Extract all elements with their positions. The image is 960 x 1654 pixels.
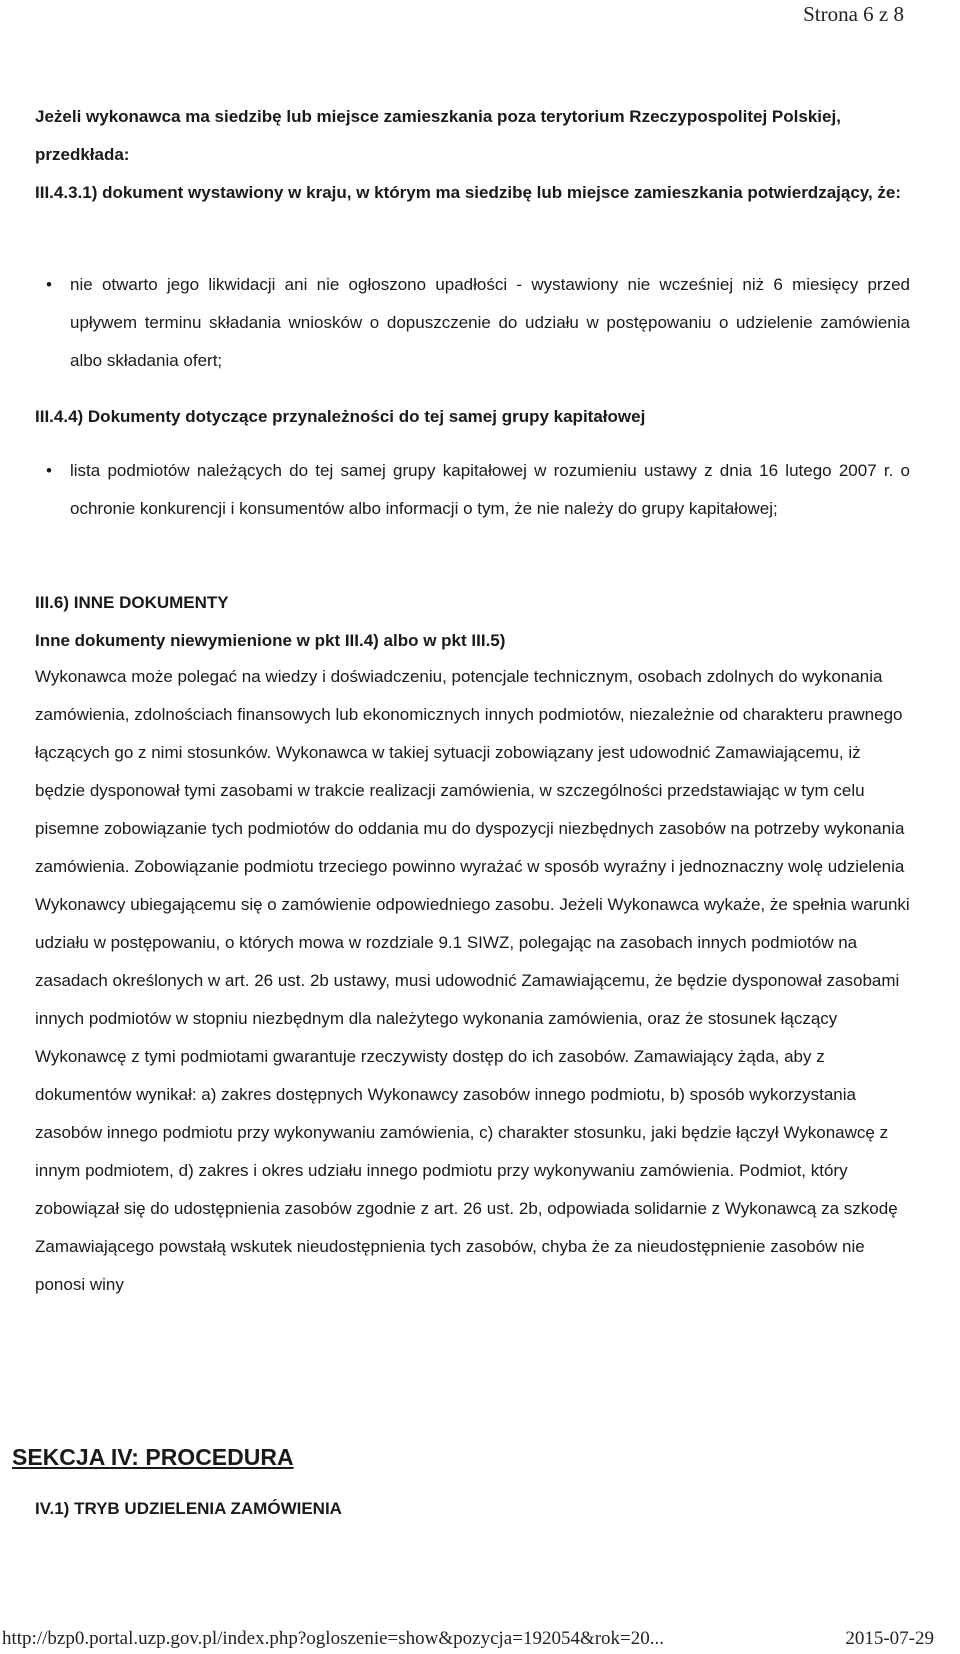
bullet-icon: • [46, 461, 52, 480]
footer-url: http://bzp0.portal.uzp.gov.pl/index.php?ogloszenie=show&pozycja=192054&rok=20... [2, 1628, 665, 1649]
list-item [46, 452, 910, 528]
other-documents-heading: III.6) INNE DOKUMENTY [35, 593, 229, 612]
group-heading: III.4.4) Dokumenty dotyczące przynależności do tej samej grupy kapitałowej [35, 407, 646, 426]
section-subheading: IV.1) TRYB UDZIELENIA ZAMÓWIENIA [35, 1499, 342, 1518]
list-item-text: nie otwarto jego likwidacji ani nie ogłoszono upadłości - wystawiony nie wcześniej niż 6 miesięcy przed upływem terminu składania wniosków o dopuszczenie do udziału w postępowaniu o udzielenie zamówienia albo składania ofert; [70, 275, 910, 370]
bullet-icon: • [46, 275, 52, 294]
page-footer [0, 1628, 960, 1654]
list-item-text: lista podmiotów należących do tej samej grupy kapitałowej w rozumieniu ustawy z dnia 16 lutego 2007 r. o ochronie konkurencji i konsumentów albo informacji o tym, że nie należy do grupy kapitałowej; [70, 461, 910, 518]
foreign-heading: Jeżeli wykonawca ma siedzibę lub miejsce zamieszkania poza terytorium Rzeczypospolitej Polskiej, przedkłada: [35, 107, 841, 164]
other-documents-body: Wykonawca może polegać na wiedzy i doświadczeniu, potencjale technicznym, osobach zdolnych do wykonania zamówienia, zdolnościach finansowych lub ekonomicznych innych podmiotów, niezależnie od charakteru prawnego łączących go z nimi stosunków. Wykonawca w takiej sytuacji zobowiązany jest udowodnić Zamawiającemu, iż będzie dysponował tymi zasobami w trakcie realizacji zamówienia, w szczególności przedstawiając w tym celu pisemne zobowiązanie tych podmiotów do oddania mu do dyspozycji niezbędnych zasobów na potrzeby wykonania zamówienia. Zobowiązanie podmiotu trzeciego powinno wyrażać w sposób wyraźny i jednoznaczny wolę udzielenia Wykonawcy ubiegającemu się o zamówienie odpowiedniego zasobu. Jeżeli Wykonawca wykaże, że spełnia warunki udziału w postępowaniu, o których mowa w rozdziale 9.1 SIWZ, polegając na zasobach innych podmiotów na zasadach określonych w art. 26 ust. 2b ustawy, musi udowodnić Zamawiającemu, że będzie dysponował zasobami innych podmiotów w stopniu niezbędnym dla należytego wykonania zamówienia, oraz że stosunek łączący Wykonawcę z tymi podmiotami gwarantuje rzeczywisty dostęp do ich zasobów. Zamawiający żąda, aby z dokumentów wynikał: a) zakres dostępnych Wykonawcy zasobów innego podmiotu, b) sposób wykorzystania zasobów innego podmiotu przy wykonywaniu zamówienia, c) charakter stosunku, jaki będzie łączył Wykonawcę z innym podmiotem, d) zakres i okres udziału innego podmiotu przy wykonywaniu zamówienia. Podmiot, który zobowiązał się do udostępnienia zasobów zgodnie z art. 26 ust. 2b, odpowiada solidarnie z Wykonawcą za szkodę Zamawiającego powstałą wskutek nieudostępnienia tych zasobów, chyba że za nieudostępnienie zasobów nie ponosi winy [35, 667, 910, 1294]
section-title: SEKCJA IV: PROCEDURA [12, 1444, 294, 1470]
list-item [46, 266, 910, 380]
foreign-document-item: III.4.3.1) dokument wystawiony w kraju, w którym ma siedzibę lub miejsce zamieszkania potwierdzający, że: [35, 183, 902, 202]
footer-date: 2015-07-29 [845, 1628, 934, 1649]
other-documents-subheading: Inne dokumenty niewymienione w pkt III.4) albo w pkt III.5) [35, 631, 506, 650]
page-number: Strona 6 z 8 [803, 2, 904, 26]
